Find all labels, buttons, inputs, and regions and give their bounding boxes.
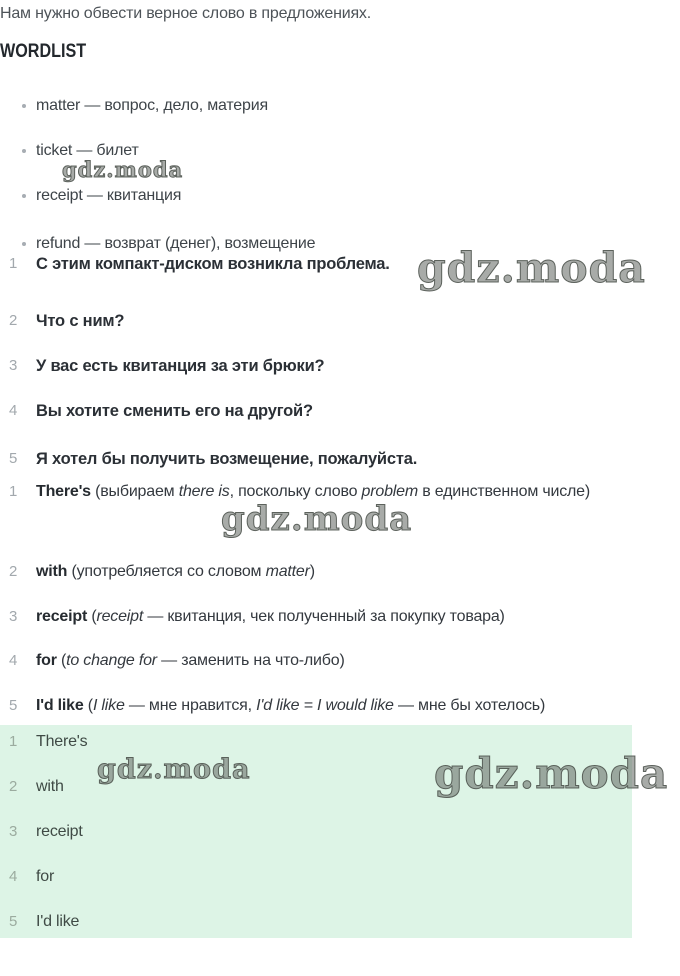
answer-explanation-text: with (употребляется со словом matter) (36, 563, 315, 580)
list-number: 4 (9, 652, 18, 669)
bullet-dot-icon (22, 149, 26, 153)
wordlist-item (0, 94, 648, 118)
bullet-dot-icon (22, 194, 26, 198)
watermark: gdz.moda (221, 499, 413, 539)
answer-explanation-text: receipt (receipt — квитанция, чек полученный за покупку товара) (36, 608, 505, 625)
watermark: gdz.moda (417, 244, 646, 292)
wordlist-heading: WORDLIST (0, 41, 87, 62)
sentence-text: Я хотел бы получить возмещение, пожалуйста. (36, 450, 418, 468)
answer-explanation-text: for (to change for — заменить на что-либо) (36, 652, 345, 669)
bullet-dot-icon (22, 242, 26, 246)
final-answer-item (0, 910, 648, 934)
watermark: gdz.moda (434, 749, 669, 798)
list-number: 5 (9, 913, 18, 930)
final-answer-text: There's (36, 733, 88, 750)
final-answer-text: for (36, 868, 55, 885)
task-description: Нам нужно обвести верное слово в предложениях. (0, 5, 371, 22)
sentence-item (0, 309, 648, 333)
list-number: 2 (9, 563, 18, 580)
wordlist-item-text: receipt — квитанция (36, 187, 182, 204)
list-number: 1 (9, 733, 18, 750)
answer-explanation-text: There's (выбираем there is, поскольку слово problem в единственном числе) (36, 483, 590, 500)
final-answer-text: receipt (36, 823, 83, 840)
answer-explanation-item (0, 605, 648, 629)
answer-explanation-item (0, 694, 648, 718)
answer-explanation-item (0, 649, 648, 673)
wordlist-item-text: ticket — билет (36, 142, 139, 159)
sentence-item (0, 399, 648, 423)
list-number: 4 (9, 868, 18, 885)
answer-explanation-text: I'd like (I like — мне нравится, I'd like = I would like — мне бы хотелось) (36, 697, 546, 714)
sentence-text: Вы хотите сменить его на другой? (36, 402, 313, 420)
list-number: 2 (9, 312, 18, 329)
sentence-item (0, 354, 648, 378)
wordlist-item (0, 184, 648, 208)
final-answer-text: I'd like (36, 913, 80, 930)
list-number: 5 (9, 697, 18, 714)
answer-explanation-item (0, 560, 648, 584)
list-number: 3 (9, 823, 18, 840)
watermark: gdz.moda (62, 157, 184, 182)
list-number: 1 (9, 483, 18, 500)
sentence-text: У вас есть квитанция за эти брюки? (36, 357, 325, 375)
wordlist-item-text: refund — возврат (денег), возмещение (36, 235, 316, 252)
list-number: 3 (9, 608, 18, 625)
sentence-text: Что с ним? (36, 312, 125, 330)
sentence-item (0, 447, 648, 471)
final-answer-item (0, 865, 648, 889)
wordlist-item-text: matter — вопрос, дело, материя (36, 97, 268, 114)
list-number: 3 (9, 357, 18, 374)
final-answer-text: with (36, 778, 64, 795)
watermark: gdz.moda (97, 754, 251, 785)
list-number: 2 (9, 778, 18, 795)
bullet-dot-icon (22, 104, 26, 108)
sentence-text: С этим компакт-диском возникла проблема. (36, 255, 390, 273)
final-answer-item (0, 820, 648, 844)
list-number: 1 (9, 255, 18, 272)
list-number: 5 (9, 450, 18, 467)
list-number: 4 (9, 402, 18, 419)
